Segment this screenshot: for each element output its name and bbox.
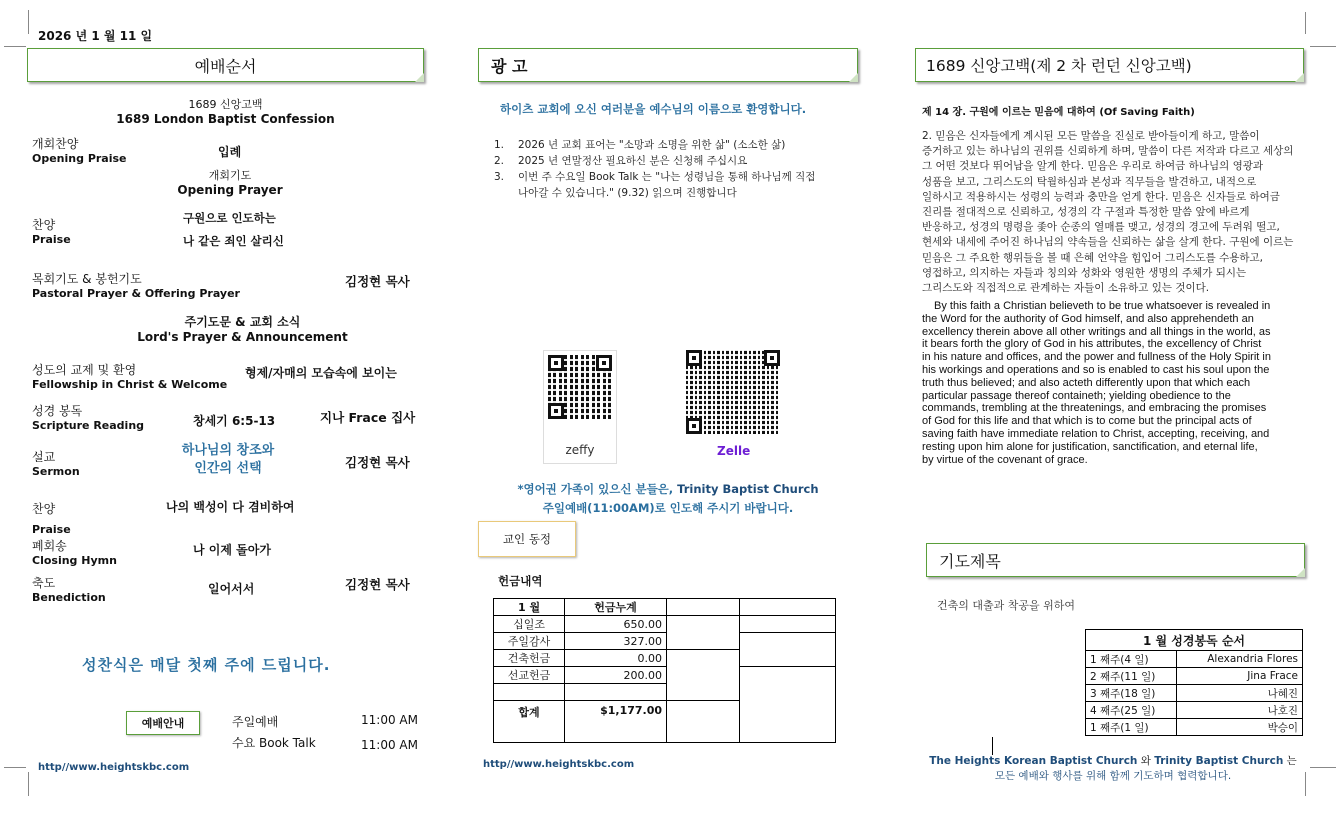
- offering-header-month: 1 월: [494, 599, 565, 616]
- item-text: 2026 년 교회 표어는 "소망과 소명을 위한 삶" (소소한 삶): [518, 139, 786, 151]
- cursor-line: [992, 737, 993, 755]
- text-line: 그 어떤 것보다 뛰어남을 알게 한다. 믿음은 우리로 하여금 하나님의 영광과: [922, 160, 1264, 173]
- text-line: saving faith have immediate relation to Christ, accepting, receiving, and: [922, 427, 1270, 440]
- partner-and: 와: [1140, 755, 1151, 767]
- item-ko: 폐회송: [32, 539, 67, 553]
- fellowship-song: 형제/자매의 모습속에 보이는: [245, 366, 397, 380]
- text-line: particular passage thereof containeth; yielding obedience to the: [922, 389, 1231, 402]
- item-ko: 찬양: [32, 502, 56, 516]
- benediction-song: 일어서서: [208, 582, 255, 596]
- fellowship-item: [32, 361, 227, 391]
- sermon-title: [160, 442, 296, 478]
- table-row: [494, 667, 836, 684]
- empty-cell: [667, 599, 740, 616]
- crop-mark: [28, 772, 29, 796]
- text-line: truth thus believed; and also acteth differently upon that which each: [922, 376, 1251, 389]
- lords-prayer-ko: 주기도문 & 교회 소식: [184, 315, 301, 329]
- members-news-tag: [478, 521, 576, 557]
- lords-prayer-en: Lord's Prayer & Announcement: [137, 330, 348, 344]
- qr-finder: [596, 355, 612, 371]
- offering-label: 주일감사: [494, 633, 565, 650]
- qr-finder: [548, 403, 564, 419]
- english-note-line-1: [478, 480, 858, 499]
- text-line: it bears forth the glory of God in his attributes, the excellency of Christ: [922, 338, 1262, 351]
- praise-item: [32, 216, 71, 246]
- announcements-title: 광 고: [491, 56, 528, 76]
- list-item: [494, 137, 854, 153]
- item-number: 3.: [494, 171, 505, 183]
- order-of-worship-header: [27, 48, 424, 82]
- opening-prayer-en: Opening Prayer: [177, 183, 283, 197]
- offering-value: 650.00: [565, 616, 667, 633]
- church-url-middle[interactable]: http//www.heightskbc.com: [483, 759, 635, 770]
- empty-cell: [740, 667, 836, 743]
- offering-label: [494, 684, 565, 701]
- closing-hymn-item: [32, 537, 117, 567]
- text-line: 진리를 절대적으로 신뢰하고, 성경의 각 구절과 특정한 말씀 앞에 바르게: [922, 206, 1250, 219]
- praise-2-item: [32, 500, 71, 536]
- offering-value: 200.00: [565, 667, 667, 684]
- text-line: 성품을 보고, 그리스도의 탁월하심과 본성과 직무들을 발견하고, 내적으로: [922, 175, 1257, 188]
- service-info-tag: [126, 711, 200, 735]
- offering-value: [565, 684, 667, 701]
- empty-cell: [740, 599, 836, 616]
- bulletin-date: 2026 년 1 월 11 일: [38, 29, 153, 43]
- reading-reader: 박승이: [1177, 719, 1303, 736]
- item-ko: 개회찬양: [32, 137, 79, 151]
- prayer-section-header: [926, 543, 1305, 577]
- table-row: [494, 599, 836, 616]
- table-row: [1086, 702, 1303, 719]
- text-line: 반응하고, 성경의 명령을 좇아 순종의 열매를 맺고, 성경의 경고에 두려워 떨고,: [922, 221, 1280, 234]
- benediction-item: [32, 574, 106, 604]
- item-ko: 성경 봉독: [32, 404, 83, 418]
- text-line: 그리스도와 직접적으로 관계하는 자들이 소유하고 있는 것이다.: [922, 282, 1210, 295]
- bible-reading-title: 1 월 성경봉독 순서: [1086, 630, 1303, 651]
- item-ko: 축도: [32, 576, 56, 590]
- offering-label: 십일조: [494, 616, 565, 633]
- pastoral-prayer-item: [32, 270, 240, 300]
- members-news-label: 교인 동정: [502, 532, 552, 546]
- partner-tail: 는: [1286, 755, 1297, 767]
- partnership-line-1: [918, 754, 1308, 769]
- prayer-item: 건축의 대출과 착공을 위하여: [937, 599, 1076, 612]
- reading-reader: Jina Frace: [1177, 668, 1303, 685]
- item-ko: 찬양: [32, 218, 56, 232]
- closing-hymn-song: 나 이제 돌아가: [193, 543, 271, 557]
- praise-song-2: 나 같은 죄인 살리신: [183, 234, 284, 248]
- table-row: [1086, 719, 1303, 736]
- item-en: Fellowship in Christ & Welcome: [32, 378, 228, 391]
- lords-prayer: [100, 313, 385, 344]
- table-row: [1086, 630, 1303, 651]
- crop-mark: [4, 46, 26, 47]
- item-en: Praise: [32, 233, 71, 246]
- partnership-note: [918, 754, 1308, 784]
- english-note-line-2: 주일예배(11:00AM)로 인도해 주시기 바랍니다.: [542, 501, 794, 515]
- offering-label: 선교헌금: [494, 667, 565, 684]
- crop-mark: [1310, 767, 1336, 768]
- offering-table: [493, 598, 836, 743]
- opening-praise-item: [32, 135, 127, 165]
- empty-cell: [740, 616, 836, 633]
- zeffy-qr-card[interactable]: [543, 350, 617, 464]
- service-info-label: 예배안내: [141, 717, 185, 730]
- sermon-preacher: 김정현 목사: [345, 455, 410, 470]
- text-line: his workings and operations and so is enabled to cast his soul upon the: [922, 363, 1270, 376]
- list-item: [494, 185, 854, 201]
- table-row: [1086, 668, 1303, 685]
- table-row: [494, 616, 836, 633]
- crop-mark: [1310, 46, 1336, 47]
- item-en: Closing Hymn: [32, 554, 117, 567]
- announcements-header: [478, 48, 858, 82]
- partnership-line-2: 모든 예배와 행사를 위해 함께 기도하며 협력합니다.: [994, 770, 1232, 782]
- qr-finder: [764, 350, 780, 366]
- text-line: 일하시고 적용하시는 성령의 능력과 충만을 얻게 한다. 믿음은 신자들로 하여금: [922, 190, 1280, 203]
- item-ko: 목회기도 & 봉헌기도: [32, 272, 142, 286]
- reading-reader: 나혜진: [1177, 685, 1303, 702]
- offering-title: 헌금내역: [498, 574, 543, 588]
- item-number: 1.: [494, 139, 505, 151]
- text-line: 2. 믿음은 신자들에게 계시된 모든 말씀을 진실로 받아들이게 하고, 말씀이: [922, 130, 1260, 142]
- zeffy-label: zeffy: [565, 443, 595, 457]
- confession-section-title: 1689 신앙고백(제 2 차 런던 신앙고백): [926, 57, 1192, 75]
- item-en: Scripture Reading: [32, 419, 145, 432]
- text-line: 믿음은 그 주요한 행위들을 볼 때 은혜 언약을 힘입어 그리스도를 수용하고,: [922, 251, 1264, 264]
- opening-prayer-ko: 개회기도: [208, 169, 252, 182]
- confession-paragraph-en: [922, 300, 1307, 466]
- praise-song-1: 구원으로 인도하는: [183, 211, 276, 225]
- text-line: in his nature and offices, and the power and fullness of the Holy Spirit in: [922, 351, 1271, 364]
- prayer-section-title: 기도제목: [939, 551, 1001, 571]
- scripture-reader: 지나 Frace 집사: [320, 410, 416, 425]
- announcement-list: [494, 137, 854, 201]
- empty-cell: [740, 633, 836, 667]
- text-line: commands, trembling at the threatenings, and embracing the promises: [922, 402, 1267, 415]
- confession-ko: 1689 신앙고백: [188, 98, 263, 111]
- item-number: 2.: [494, 155, 505, 167]
- welcome-message: 하이츠 교회에 오신 여러분을 예수님의 이름으로 환영합니다.: [500, 102, 807, 116]
- partner-church-1: The Heights Korean Baptist Church: [929, 755, 1138, 767]
- service-2-time: 11:00 AM: [361, 738, 418, 752]
- reading-week: 2 째주(11 일): [1086, 668, 1177, 685]
- order-of-worship-title: 예배순서: [194, 56, 257, 76]
- qr-finder: [686, 418, 702, 434]
- item-text: 2025 년 연말정산 필요하신 분은 신청해 주십시요: [518, 155, 748, 167]
- table-row: [1086, 651, 1303, 668]
- empty-cell: [667, 650, 740, 701]
- list-item: [494, 153, 854, 169]
- scripture-item: [32, 402, 144, 432]
- item-ko: 설교: [32, 450, 56, 464]
- confession-section-header: [915, 48, 1304, 82]
- item-text: 이번 주 수요일 Book Talk 는 "나는 성령님을 통해 하나님께 직접: [518, 171, 816, 183]
- reading-week: 3 째주(18 일): [1086, 685, 1177, 702]
- english-note-church: Trinity Baptist Church: [677, 482, 819, 496]
- praise-2-song: 나의 백성이 다 겸비하여: [166, 500, 295, 514]
- scripture-reference: 창세기 6:5-13: [193, 414, 276, 428]
- chapter-heading: 제 14 장. 구원에 이르는 믿음에 대하여 (Of Saving Faith): [922, 107, 1195, 118]
- bible-reading-table: [1085, 629, 1303, 736]
- sermon-title-line-1: 하나님의 창조와: [181, 443, 275, 458]
- text-line: the Word for the authority of God himself, and also apprehendeth an: [922, 312, 1254, 325]
- partner-church-2: Trinity Baptist Church: [1154, 755, 1284, 767]
- pastoral-prayer-leader: 김정현 목사: [345, 274, 410, 289]
- item-ko: 성도의 교제 및 환영: [32, 363, 137, 377]
- zelle-qr-card[interactable]: [683, 350, 783, 462]
- text-line: 영접하고, 의지하는 자들과 칭의와 성화와 영원한 생명의 주체가 되시는: [922, 266, 1247, 279]
- table-row: [494, 633, 836, 650]
- english-ministry-note: [478, 480, 858, 518]
- item-en: Praise: [32, 523, 71, 536]
- offering-total-label: 합계: [494, 701, 565, 743]
- offering-value: 327.00: [565, 633, 667, 650]
- empty-cell: [667, 701, 740, 743]
- crop-mark: [4, 767, 26, 768]
- offering-label: 건축헌금: [494, 650, 565, 667]
- english-note-prefix: *영어권 가족이 있으신 분들은,: [517, 482, 674, 496]
- church-url-left[interactable]: http//www.heightskbc.com: [38, 762, 190, 773]
- text-line: excellency therein above all other writings and all things in the world, as: [922, 325, 1271, 338]
- offering-value: 0.00: [565, 650, 667, 667]
- reading-reader: Alexandria Flores: [1177, 651, 1303, 668]
- confession-en: 1689 London Baptist Confession: [116, 112, 335, 126]
- zelle-label: Zelle: [717, 444, 751, 458]
- offering-header-total: 헌금누계: [565, 599, 667, 616]
- opening-praise-song: 입례: [218, 145, 242, 159]
- reading-week: 1 째주(4 일): [1086, 651, 1177, 668]
- text-line: 현세와 내세에 주어진 하나님의 약속들을 신뢰하는 삶을 살게 한다. 구원에 이르는: [922, 236, 1294, 249]
- qr-finder: [548, 355, 564, 371]
- text-line: resting upon him alone for justification, sanctification, and eternal life,: [922, 440, 1258, 453]
- text-line: by virtue of the covenant of grace.: [922, 453, 1088, 466]
- text-line: 증거하고 있는 하나님의 권위를 신뢰하게 하며, 말씀이 다른 저작과 다르고 세상의: [922, 145, 1294, 158]
- benediction-leader: 김정현 목사: [345, 577, 410, 592]
- crop-mark: [28, 10, 29, 34]
- item-en: Opening Praise: [32, 152, 127, 165]
- text-line: By this faith a Christian believeth to be true whatsoever is revealed in: [934, 300, 1271, 312]
- item-en: Benediction: [32, 591, 106, 604]
- qr-finder: [686, 350, 702, 366]
- service-1-time: 11:00 AM: [361, 713, 418, 727]
- reading-reader: 나호진: [1177, 702, 1303, 719]
- sermon-title-line-2: 인간의 선택: [194, 461, 262, 476]
- communion-note: 성찬식은 매달 첫째 주에 드립니다.: [82, 656, 331, 674]
- crop-mark: [1305, 12, 1306, 34]
- item-en: Sermon: [32, 465, 80, 478]
- list-item: [494, 169, 854, 185]
- reading-week: 4 째주(25 일): [1086, 702, 1177, 719]
- text-line: of God for this life and that which is to come but the principal acts of: [922, 415, 1252, 428]
- opening-prayer: [170, 167, 290, 197]
- confession-heading: [27, 96, 424, 126]
- service-1-name: 주일예배: [232, 715, 279, 729]
- table-row: [1086, 685, 1303, 702]
- sermon-item: [32, 448, 80, 478]
- confession-paragraph-ko: [922, 129, 1307, 296]
- item-text: 나아갈 수 있습니다." (9.32) 읽으며 진행합니다: [518, 187, 737, 199]
- offering-total-value: $1,177.00: [565, 701, 667, 743]
- service-2-name: 수요 Book Talk: [232, 736, 316, 750]
- reading-week: 1 째주(1 일): [1086, 719, 1177, 736]
- item-en: Pastoral Prayer & Offering Prayer: [32, 287, 240, 300]
- empty-cell: [667, 616, 740, 650]
